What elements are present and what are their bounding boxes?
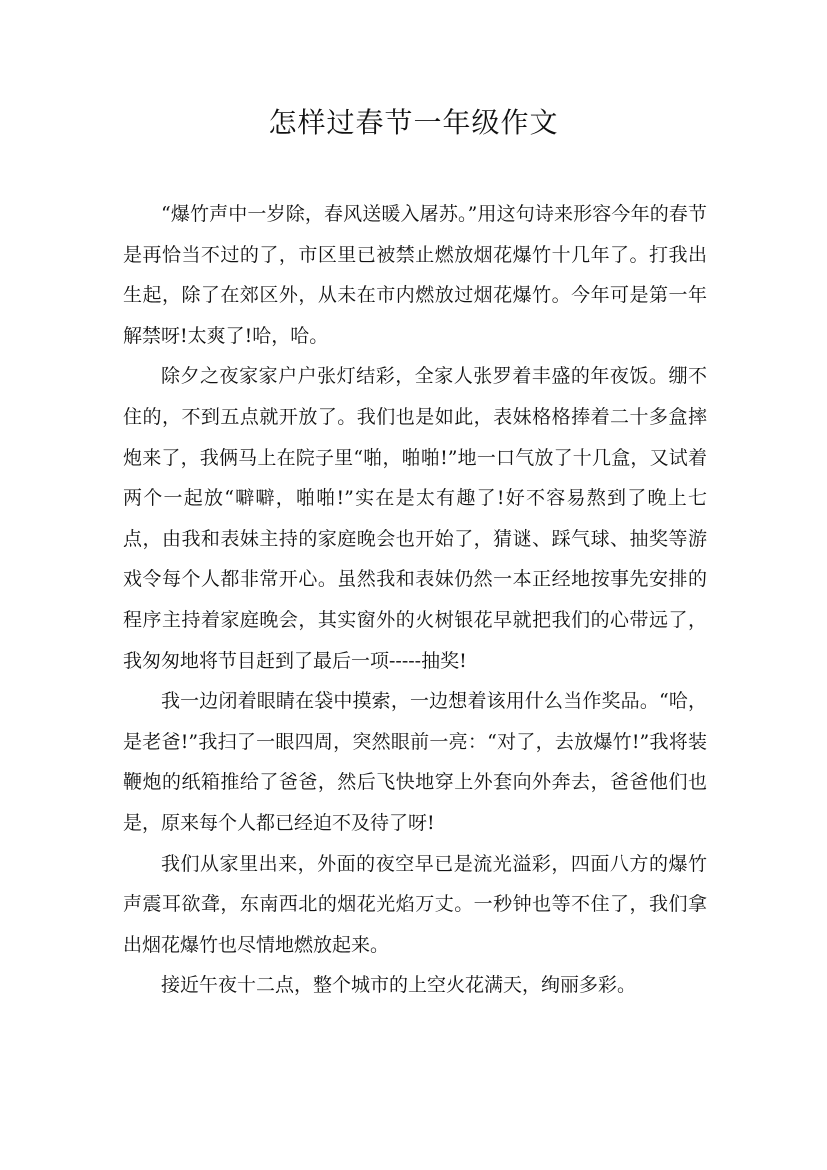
paragraph: 除夕之夜家家户户张灯结彩，全家人张罗着丰盛的年夜饭。绷不住的，不到五点就开放了。我们也是如此，表妹格格捧着二十多盒摔炮来了，我俩马上在院子里“啪，啪啪!”地一口气放了十几盒，又试着两个一起放“噼噼，啪啪!”实在是太有趣了!好不容易熬到了晚上七点，由我和表妹主持的家庭晚会也开始了，猜谜、踩气球、抽奖等游戏令每个人都非常开心。虽然我和表妹仍然一本正经地按事先安排的程序主持着家庭晚会，其实窗外的火树银花早就把我们的心带远了，我匆匆地将节目赶到了最后一项-----抽奖! [123, 365, 707, 672]
paragraph: 我一边闭着眼睛在袋中摸索，一边想着该用什么当作奖品。“哈，是老爸!”我扫了一眼四周，突然眼前一亮：“对了，去放爆竹!”我将装鞭炮的纸箱推给了爸爸，然后飞快地穿上外套向外奔去，爸爸他们也是，原来每个人都已经迫不及待了呀! [123, 690, 707, 834]
paragraph: 接近午夜十二点，整个城市的上空火花满天，绚丽多彩。 [161, 974, 637, 997]
paragraph: “爆竹声中一岁除，春风送暖入屠苏。”用这句诗来形容今年的春节是再恰当不过的了，市区里已被禁止燃放烟花爆竹十几年了。打我出生起，除了在郊区外，从未在市内燃放过烟花爆竹。今年可是第一年解禁呀!太爽了!哈，哈。 [123, 203, 707, 347]
document-title: 怎样过春节一年级作文 [268, 106, 559, 139]
paragraph: 我们从家里出来，外面的夜空早已是流光溢彩，四面八方的爆竹声震耳欲聋，东南西北的烟花光焰万丈。一秒钟也等不住了，我们拿出烟花爆竹也尽情地燃放起来。 [123, 852, 707, 956]
document-body [123, 194, 707, 1006]
